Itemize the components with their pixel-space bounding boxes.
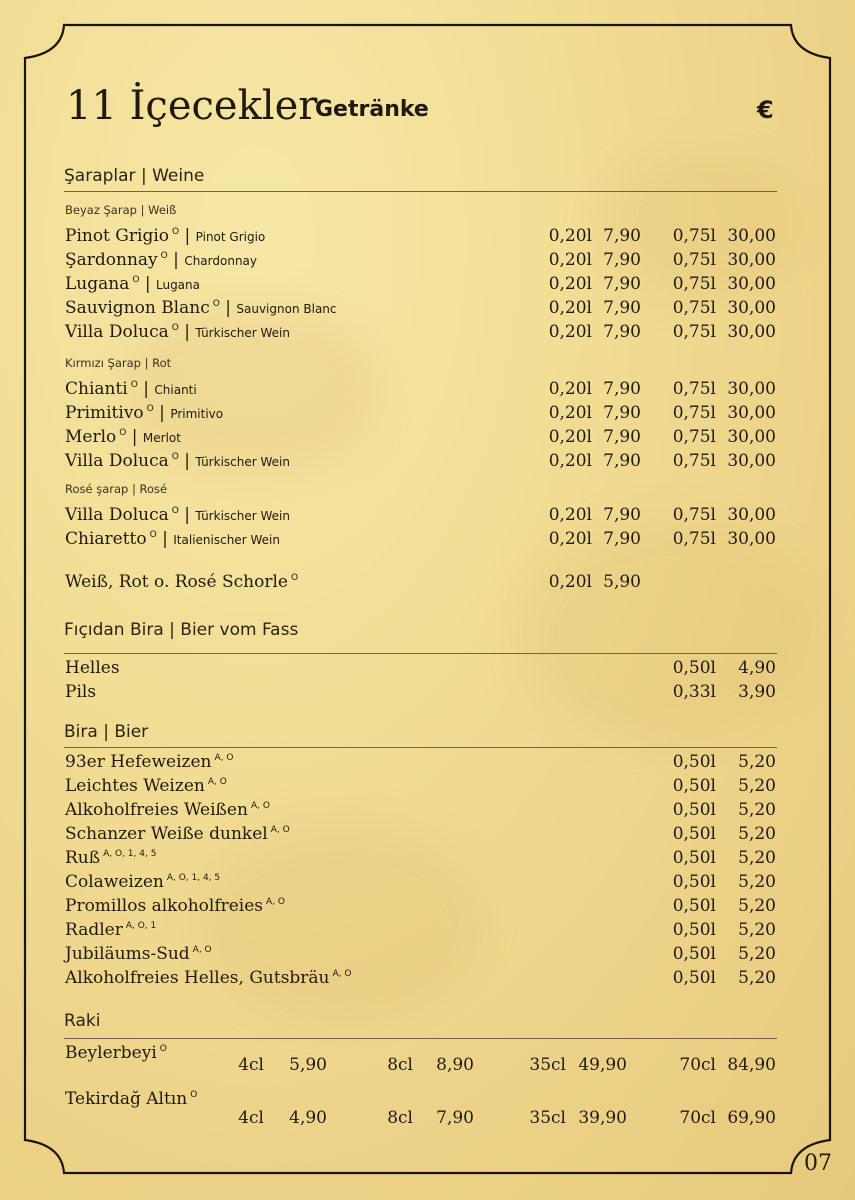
price: 5,20 [738, 920, 776, 940]
price-small: 7,90 [603, 274, 641, 294]
raki-price: 8,90 [436, 1055, 474, 1075]
item-name-text: Radler [65, 920, 123, 940]
allergen-code: O [190, 1090, 198, 1100]
menu-item-name [65, 322, 290, 342]
menu-item-name [65, 800, 270, 820]
price-large: 30,00 [727, 427, 776, 447]
item-name-text: Colaweizen [65, 872, 164, 892]
item-translation: Sauvignon Blanc [236, 302, 337, 316]
section-divider [64, 653, 777, 654]
volume-large: 0,75l [672, 298, 716, 318]
menu-item-name [65, 968, 351, 988]
allergen-code: A, O, 1, 4, 5 [103, 849, 157, 859]
menu-item-name [65, 250, 257, 270]
menu-item-name [65, 274, 200, 294]
item-translation: Türkischer Wein [195, 455, 290, 469]
price: 5,20 [738, 968, 776, 988]
menu-item-name [65, 776, 227, 796]
item-name-text: Lugana [65, 274, 130, 294]
price-small: 7,90 [603, 250, 641, 270]
allergen-code: O [171, 506, 179, 516]
page-number: 07 [804, 1151, 832, 1176]
price: 5,20 [738, 944, 776, 964]
volume: 0,50l [672, 920, 716, 940]
menu-item-name [65, 848, 156, 868]
subsection-title-red: Kırmızı Şarap | Rot [65, 356, 172, 370]
volume: 0,50l [672, 944, 716, 964]
raki-price: 7,90 [436, 1108, 474, 1128]
menu-item-name [65, 824, 290, 844]
raki-price: 49,90 [578, 1055, 627, 1075]
volume: 0,33l [672, 682, 716, 702]
volume-small: 0,20l [548, 250, 592, 270]
price-large: 30,00 [727, 250, 776, 270]
allergen-code: O [159, 1044, 167, 1054]
price: 5,20 [738, 872, 776, 892]
allergen-code: O [160, 251, 168, 261]
item-name-text: Tekirdağ Altın [65, 1089, 188, 1109]
price-small: 7,90 [603, 505, 641, 525]
item-name-text: Jubiläums-Sud [65, 944, 190, 964]
volume-large: 0,75l [672, 250, 716, 270]
price: 5,20 [738, 776, 776, 796]
item-name-text: 93er Hefeweizen [65, 752, 212, 772]
item-name-text: Pinot Grigio [65, 226, 169, 246]
item-translation: Türkischer Wein [195, 326, 290, 340]
price: 5,20 [738, 752, 776, 772]
menu-item-name [65, 920, 156, 940]
allergen-code: O [146, 404, 154, 414]
raki-volume: 35cl [529, 1108, 566, 1128]
menu-item-name [65, 298, 337, 318]
volume-small: 0,20l [548, 226, 592, 246]
allergen-code: O [172, 227, 180, 237]
volume: 0,50l [672, 824, 716, 844]
item-name-text: Pils [65, 682, 97, 702]
volume-small: 0,20l [548, 451, 592, 471]
allergen-code: A, O [214, 753, 234, 763]
menu-item-name [65, 944, 212, 964]
item-translation: Chardonnay [184, 254, 257, 268]
item-name-text: Alkoholfreies Weißen [65, 800, 248, 820]
item-name-text: Şardonnay [65, 250, 158, 270]
volume: 0,50l [672, 752, 716, 772]
raki-volume: 70cl [679, 1055, 716, 1075]
raki-price: 69,90 [727, 1108, 776, 1128]
price-small: 7,90 [603, 322, 641, 342]
separator: | [137, 379, 155, 399]
price-small: 7,90 [603, 403, 641, 423]
menu-item-name [65, 451, 290, 471]
menu-item-name [65, 658, 120, 678]
menu-item-name [65, 226, 265, 246]
subsection-title-rose: Rosé şarap | Rosé [65, 482, 168, 496]
price-small: 7,90 [603, 298, 641, 318]
item-name-text: Alkoholfreies Helles, Gutsbräu [65, 968, 330, 988]
raki-price: 5,90 [289, 1055, 327, 1075]
volume-small: 0,20l [548, 529, 592, 549]
item-translation: Merlot [142, 431, 181, 445]
price-large: 30,00 [727, 529, 776, 549]
item-translation: Chianti [154, 383, 197, 397]
volume-small: 0,20l [548, 322, 592, 342]
volume-large: 0,75l [672, 379, 716, 399]
separator: | [179, 226, 196, 246]
volume: 0,50l [672, 896, 716, 916]
menu-item-name [65, 505, 290, 525]
price-small: 7,90 [603, 529, 641, 549]
menu-item-name [65, 682, 96, 702]
volume: 0,50l [672, 658, 716, 678]
price-large: 30,00 [727, 274, 776, 294]
volume-small: 0,20l [548, 274, 592, 294]
item-name-text: Helles [65, 658, 120, 678]
price-large: 30,00 [727, 322, 776, 342]
item-name-text: Promillos alkoholfreies [65, 896, 264, 916]
separator: | [178, 322, 196, 342]
price-large: 30,00 [727, 379, 776, 399]
page-subtitle: Getränke [315, 97, 429, 122]
price: 5,20 [738, 848, 776, 868]
item-name-text: Leichtes Weizen [65, 776, 205, 796]
allergen-code: O [171, 323, 179, 333]
allergen-code: A, O, 1, 4, 5 [166, 873, 221, 883]
price-large: 30,00 [727, 505, 776, 525]
menu-item-name [65, 896, 285, 916]
allergen-code: O [119, 428, 127, 438]
volume-small: 0,20l [548, 505, 592, 525]
allergen-code: O [212, 299, 220, 309]
separator: | [167, 250, 185, 270]
volume-large: 0,75l [672, 226, 716, 246]
allergen-code: O [149, 530, 157, 540]
volume-large: 0,75l [672, 427, 716, 447]
volume-small: 0,20l [548, 427, 592, 447]
price: 5,20 [738, 824, 776, 844]
menu-item-name [65, 403, 223, 423]
menu-item-name [65, 529, 280, 549]
price-large: 30,00 [727, 298, 776, 318]
section-divider [64, 1038, 777, 1039]
allergen-code: A, O [250, 801, 270, 811]
section-title-draft: Fıçıdan Bira | Bier vom Fass [64, 620, 299, 640]
section-divider [64, 747, 777, 748]
volume-small: 0,20l [548, 379, 592, 399]
volume: 0,50l [672, 848, 716, 868]
volume-large: 0,75l [672, 403, 716, 423]
item-name-text: Chiaretto [65, 529, 147, 549]
raki-price: 39,90 [578, 1108, 627, 1128]
menu-item-name [65, 1043, 167, 1063]
section-divider [64, 191, 777, 192]
separator: | [178, 505, 196, 525]
currency-symbol: € [757, 96, 774, 124]
volume: 0,50l [672, 872, 716, 892]
volume-large: 0,75l [672, 505, 716, 525]
price-small: 7,90 [603, 226, 641, 246]
price: 4,90 [738, 658, 776, 678]
item-translation: Primitivo [170, 407, 224, 421]
volume: 0,50l [672, 776, 716, 796]
allergen-code: O [171, 452, 179, 462]
volume: 0,50l [672, 968, 716, 988]
menu-item-name [65, 752, 233, 772]
item-translation: Pinot Grigio [195, 230, 266, 244]
item-translation: Türkischer Wein [195, 509, 290, 523]
item-translation: Italienischer Wein [173, 533, 280, 547]
price: 3,90 [738, 682, 776, 702]
price-small: 5,90 [603, 572, 641, 592]
allergen-code: O [130, 380, 138, 390]
volume-large: 0,75l [672, 451, 716, 471]
allergen-code: O [290, 573, 299, 583]
menu-item-name [65, 1089, 197, 1109]
price-large: 30,00 [727, 451, 776, 471]
item-name-text: Primitivo [65, 403, 144, 423]
volume-small: 0,20l [548, 572, 592, 592]
menu-item-name [65, 379, 197, 399]
price-small: 7,90 [603, 379, 641, 399]
allergen-code: A, O [266, 897, 285, 907]
item-name-text: Sauvignon Blanc [65, 298, 210, 318]
item-name-text: Villa Doluca [65, 451, 169, 471]
raki-volume: 4cl [238, 1108, 264, 1128]
menu-item-name [65, 872, 220, 892]
allergen-code: A, O, 1 [125, 921, 157, 931]
raki-price: 4,90 [289, 1108, 327, 1128]
item-name-text: Villa Doluca [65, 322, 169, 342]
section-title-beer: Bira | Bier [64, 722, 149, 742]
allergen-code: A, O [270, 825, 290, 835]
separator: | [126, 427, 143, 447]
item-name-text: Chianti [65, 379, 128, 399]
separator: | [178, 451, 196, 471]
allergen-code: A, O [192, 945, 212, 955]
separator: | [156, 529, 174, 549]
item-name-text: Ruß [65, 848, 101, 868]
item-name-text: Villa Doluca [65, 505, 169, 525]
raki-volume: 4cl [238, 1055, 264, 1075]
price: 5,20 [738, 800, 776, 820]
allergen-code: A, O [332, 969, 352, 979]
separator: | [153, 403, 171, 423]
raki-volume: 35cl [529, 1055, 566, 1075]
raki-volume: 70cl [679, 1108, 716, 1128]
volume-large: 0,75l [672, 274, 716, 294]
section-title-wine: Şaraplar | Weine [64, 166, 205, 186]
volume-small: 0,20l [548, 403, 592, 423]
raki-volume: 8cl [387, 1108, 413, 1128]
raki-volume: 8cl [387, 1055, 413, 1075]
price: 5,20 [738, 896, 776, 916]
volume-small: 0,20l [548, 298, 592, 318]
volume: 0,50l [672, 800, 716, 820]
item-name-text: Weiß, Rot o. Rosé Schorle [65, 572, 288, 592]
item-name-text: Merlo [65, 427, 117, 447]
section-title-raki: Raki [64, 1011, 101, 1031]
item-name-text: Beylerbeyi [65, 1043, 157, 1063]
price-large: 30,00 [727, 403, 776, 423]
allergen-code: O [132, 275, 140, 285]
volume-large: 0,75l [672, 529, 716, 549]
separator: | [139, 274, 156, 294]
page-title: 11 İçecekler [66, 83, 318, 129]
allergen-code: A, O [207, 777, 227, 787]
menu-item-name [65, 427, 181, 447]
price-small: 7,90 [603, 427, 641, 447]
menu-item-name [65, 572, 298, 592]
subsection-title-white: Beyaz Şarap | Weiß [65, 203, 177, 217]
price-small: 7,90 [603, 451, 641, 471]
raki-price: 84,90 [727, 1055, 776, 1075]
price-large: 30,00 [727, 226, 776, 246]
item-name-text: Schanzer Weiße dunkel [65, 824, 268, 844]
separator: | [219, 298, 237, 318]
item-translation: Lugana [155, 278, 200, 292]
volume-large: 0,75l [672, 322, 716, 342]
